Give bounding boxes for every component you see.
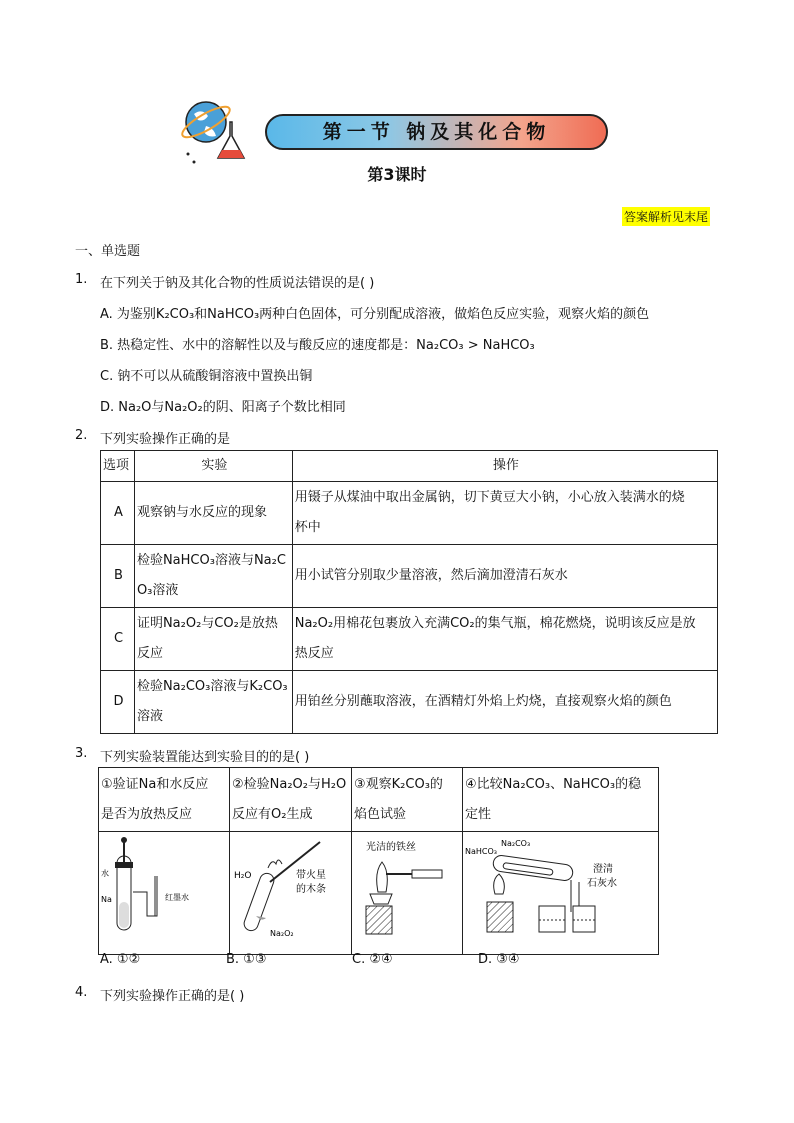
label-clear: 澄清 [593, 864, 613, 875]
cell-line: 用小试管分别取少量溶液，然后滴加澄清石灰水 [294, 568, 568, 583]
question-number: 4. [75, 985, 88, 1000]
cell-line: 观察钠与水反应的现象 [136, 505, 267, 520]
option-a: A. 为鉴别K₂CO₃和NaHCO₃两种白色固体，可分别配成溶液，做焰色反应实验，观察火焰的颜色 [100, 307, 650, 322]
apparatus-drawing [99, 832, 229, 942]
option-b: B. 热稳定性、水中的溶解性以及与酸反应的速度都是：Na₂CO₃ > NaHCO₃ [100, 338, 535, 353]
table-row [101, 545, 718, 608]
header-cell: 实验 [134, 451, 292, 482]
experiment-cell [134, 608, 292, 671]
cell-line: 证明Na₂O₂与CO₂是放热 [136, 616, 278, 631]
apparatus-figure-1 [99, 832, 230, 955]
label-h2o: H₂O [234, 871, 252, 881]
question-number: 3. [75, 746, 88, 761]
table-row [101, 608, 718, 671]
option-cell: C [101, 608, 135, 671]
option-cell: B [101, 545, 135, 608]
label-glowing-stick: 带火星 [296, 870, 326, 881]
question-stem: 下列实验装置能达到实验目的的是( ) [100, 750, 310, 765]
experiment-table [100, 450, 718, 734]
answer-note: 答案解析见末尾 [622, 207, 710, 226]
question-stem: 在下列关于钠及其化合物的性质说法错误的是( ) [100, 276, 375, 291]
cell-line: Na₂O₂用棉花包裹放入充满CO₂的集气瓶，棉花燃烧，说明该反应是放 [294, 616, 696, 631]
apparatus-drawing [230, 832, 351, 942]
label-wood-stick: 的木条 [296, 884, 326, 895]
apparatus-figure-4 [463, 832, 659, 955]
cell-line: ①验证Na和水反应 [101, 776, 209, 792]
apparatus-caption [463, 768, 659, 832]
label-na2co3: Na₂CO₃ [501, 839, 531, 848]
operation-cell [292, 482, 717, 545]
apparatus-drawing [463, 832, 658, 942]
cell-line: 用镊子从煤油中取出金属钠，切下黄豆大小钠，小心放入装满水的烧 [294, 490, 685, 505]
option-cell: A [101, 482, 135, 545]
table-row [99, 832, 659, 955]
table-row [101, 671, 718, 734]
cell-line: 杯中 [294, 520, 321, 535]
experiment-cell [134, 482, 292, 545]
cell-line: 检验Na₂CO₃溶液与K₂CO₃ [136, 679, 288, 694]
operation-cell [292, 545, 717, 608]
option-cell: D [101, 671, 135, 734]
cell-line: 检验NaHCO₃溶液与Na₂C [136, 553, 286, 568]
option-d: D. Na₂O与Na₂O₂的阴、阳离子个数比相同 [100, 400, 346, 415]
label-limewater: 石灰水 [587, 878, 617, 889]
experiment-cell [134, 671, 292, 734]
header-cell: 选项 [101, 451, 135, 482]
apparatus-table [98, 767, 659, 955]
header-cell: 操作 [292, 451, 717, 482]
apparatus-figure-3 [352, 832, 463, 955]
label-na2o2: Na₂O₂ [270, 929, 294, 938]
cell-line: ③观察K₂CO₃的 [354, 776, 443, 792]
label-water: 水 [101, 869, 109, 878]
apparatus-caption [230, 768, 352, 832]
page-title: 第一节 钠及其化合物 [265, 114, 608, 150]
apparatus-drawing [352, 832, 462, 942]
cell-line: 焰色试验 [354, 806, 407, 822]
cell-line: 反应 [136, 646, 163, 661]
choice-c: C. ②④ [352, 952, 393, 967]
cell-line: 热反应 [294, 646, 334, 661]
choice-b: B. ①③ [226, 952, 267, 967]
cell-line: 溶液 [136, 709, 163, 724]
table-header-row [101, 451, 718, 482]
question-stem: 下列实验操作正确的是( ) [100, 989, 245, 1004]
table-row [99, 768, 659, 832]
question-number: 2. [75, 428, 88, 443]
choice-d: D. ③④ [478, 952, 520, 967]
cell-line: 用铂丝分别蘸取溶液，在酒精灯外焰上灼烧，直接观察火焰的颜色 [294, 694, 672, 709]
lesson-subtitle: 第3课时 [367, 165, 427, 184]
logo-icon [180, 96, 260, 168]
question-number: 1. [75, 272, 88, 287]
cell-line: 定性 [465, 806, 492, 822]
label-na: Na [101, 895, 112, 904]
apparatus-caption [352, 768, 463, 832]
label-nahco3: NaHCO₃ [465, 847, 497, 856]
question-stem: 下列实验操作正确的是 [100, 432, 231, 447]
cell-line: 是否为放热反应 [101, 806, 193, 822]
table-row [101, 482, 718, 545]
operation-cell [292, 671, 717, 734]
operation-cell [292, 608, 717, 671]
cell-line: 反应有O₂生成 [232, 806, 313, 822]
label-iron-wire: 光洁的铁丝 [366, 842, 416, 853]
experiment-cell [134, 545, 292, 608]
label-red-ink: 红墨水 [165, 893, 189, 902]
section-heading: 一、单选题 [75, 244, 141, 259]
choice-a: A. ①② [100, 952, 141, 967]
apparatus-figure-2 [230, 832, 352, 955]
option-c: C. 钠不可以从硫酸铜溶液中置换出铜 [100, 369, 313, 384]
cell-line: ②检验Na₂O₂与H₂O [232, 776, 347, 792]
cell-line: O₃溶液 [136, 583, 179, 598]
apparatus-caption [99, 768, 230, 832]
cell-line: ④比较Na₂CO₃、NaHCO₃的稳 [465, 776, 642, 792]
